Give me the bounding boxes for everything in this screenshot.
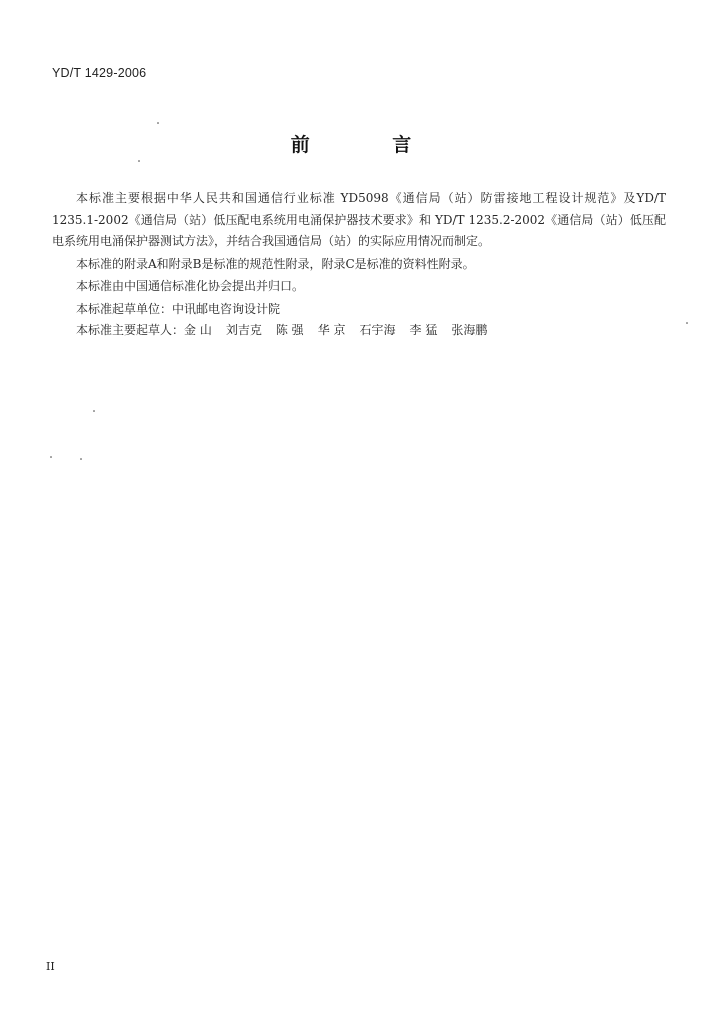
standard-id-header: YD/T 1429-2006 bbox=[52, 66, 147, 80]
foreword-paragraph-basis: 本标准主要根据中华人民共和国通信行业标准 YD5098《通信局（站）防雷接地工程设计规范》及YD/T 1235.1-2002《通信局（站）低压配电系统用电涌保护器技术要求》和 YD/T 1235.2-2002《通信局（站）低压配电系统用电涌保护器测试方法》，并结合我国通信局（站）的实际应用情况而制定。 bbox=[52, 191, 666, 248]
page-number: II bbox=[46, 960, 55, 973]
scan-speck bbox=[80, 458, 82, 460]
drafter-name: 张海鹏 bbox=[451, 323, 488, 337]
drafter-name: 石宇海 bbox=[359, 323, 396, 337]
foreword-body bbox=[52, 188, 666, 342]
foreword-paragraph-drafting-unit: 本标准起草单位：中讯邮电咨询设计院 bbox=[76, 301, 281, 316]
drafter-name: 李 猛 bbox=[409, 323, 438, 337]
scan-speck bbox=[686, 322, 688, 324]
scan-speck bbox=[157, 122, 159, 124]
foreword-paragraph-drafters bbox=[52, 320, 666, 342]
foreword-paragraph-appendices: 本标准的附录A和附录B是标准的规范性附录，附录C是标准的资料性附录。 bbox=[76, 256, 475, 271]
foreword-paragraph-proposer: 本标准由中国通信标准化协会提出并归口。 bbox=[76, 279, 305, 293]
drafter-name: 金 山 bbox=[184, 323, 212, 337]
scan-speck bbox=[138, 160, 140, 162]
page-title: 前 言 bbox=[290, 134, 450, 156]
drafter-name: 华 京 bbox=[317, 323, 346, 337]
drafter-name: 陈 强 bbox=[275, 323, 304, 337]
drafters-label: 本标准主要起草人： bbox=[76, 323, 185, 337]
scan-speck bbox=[93, 410, 95, 412]
scan-speck bbox=[50, 456, 52, 458]
drafter-name: 刘吉克 bbox=[225, 323, 262, 337]
